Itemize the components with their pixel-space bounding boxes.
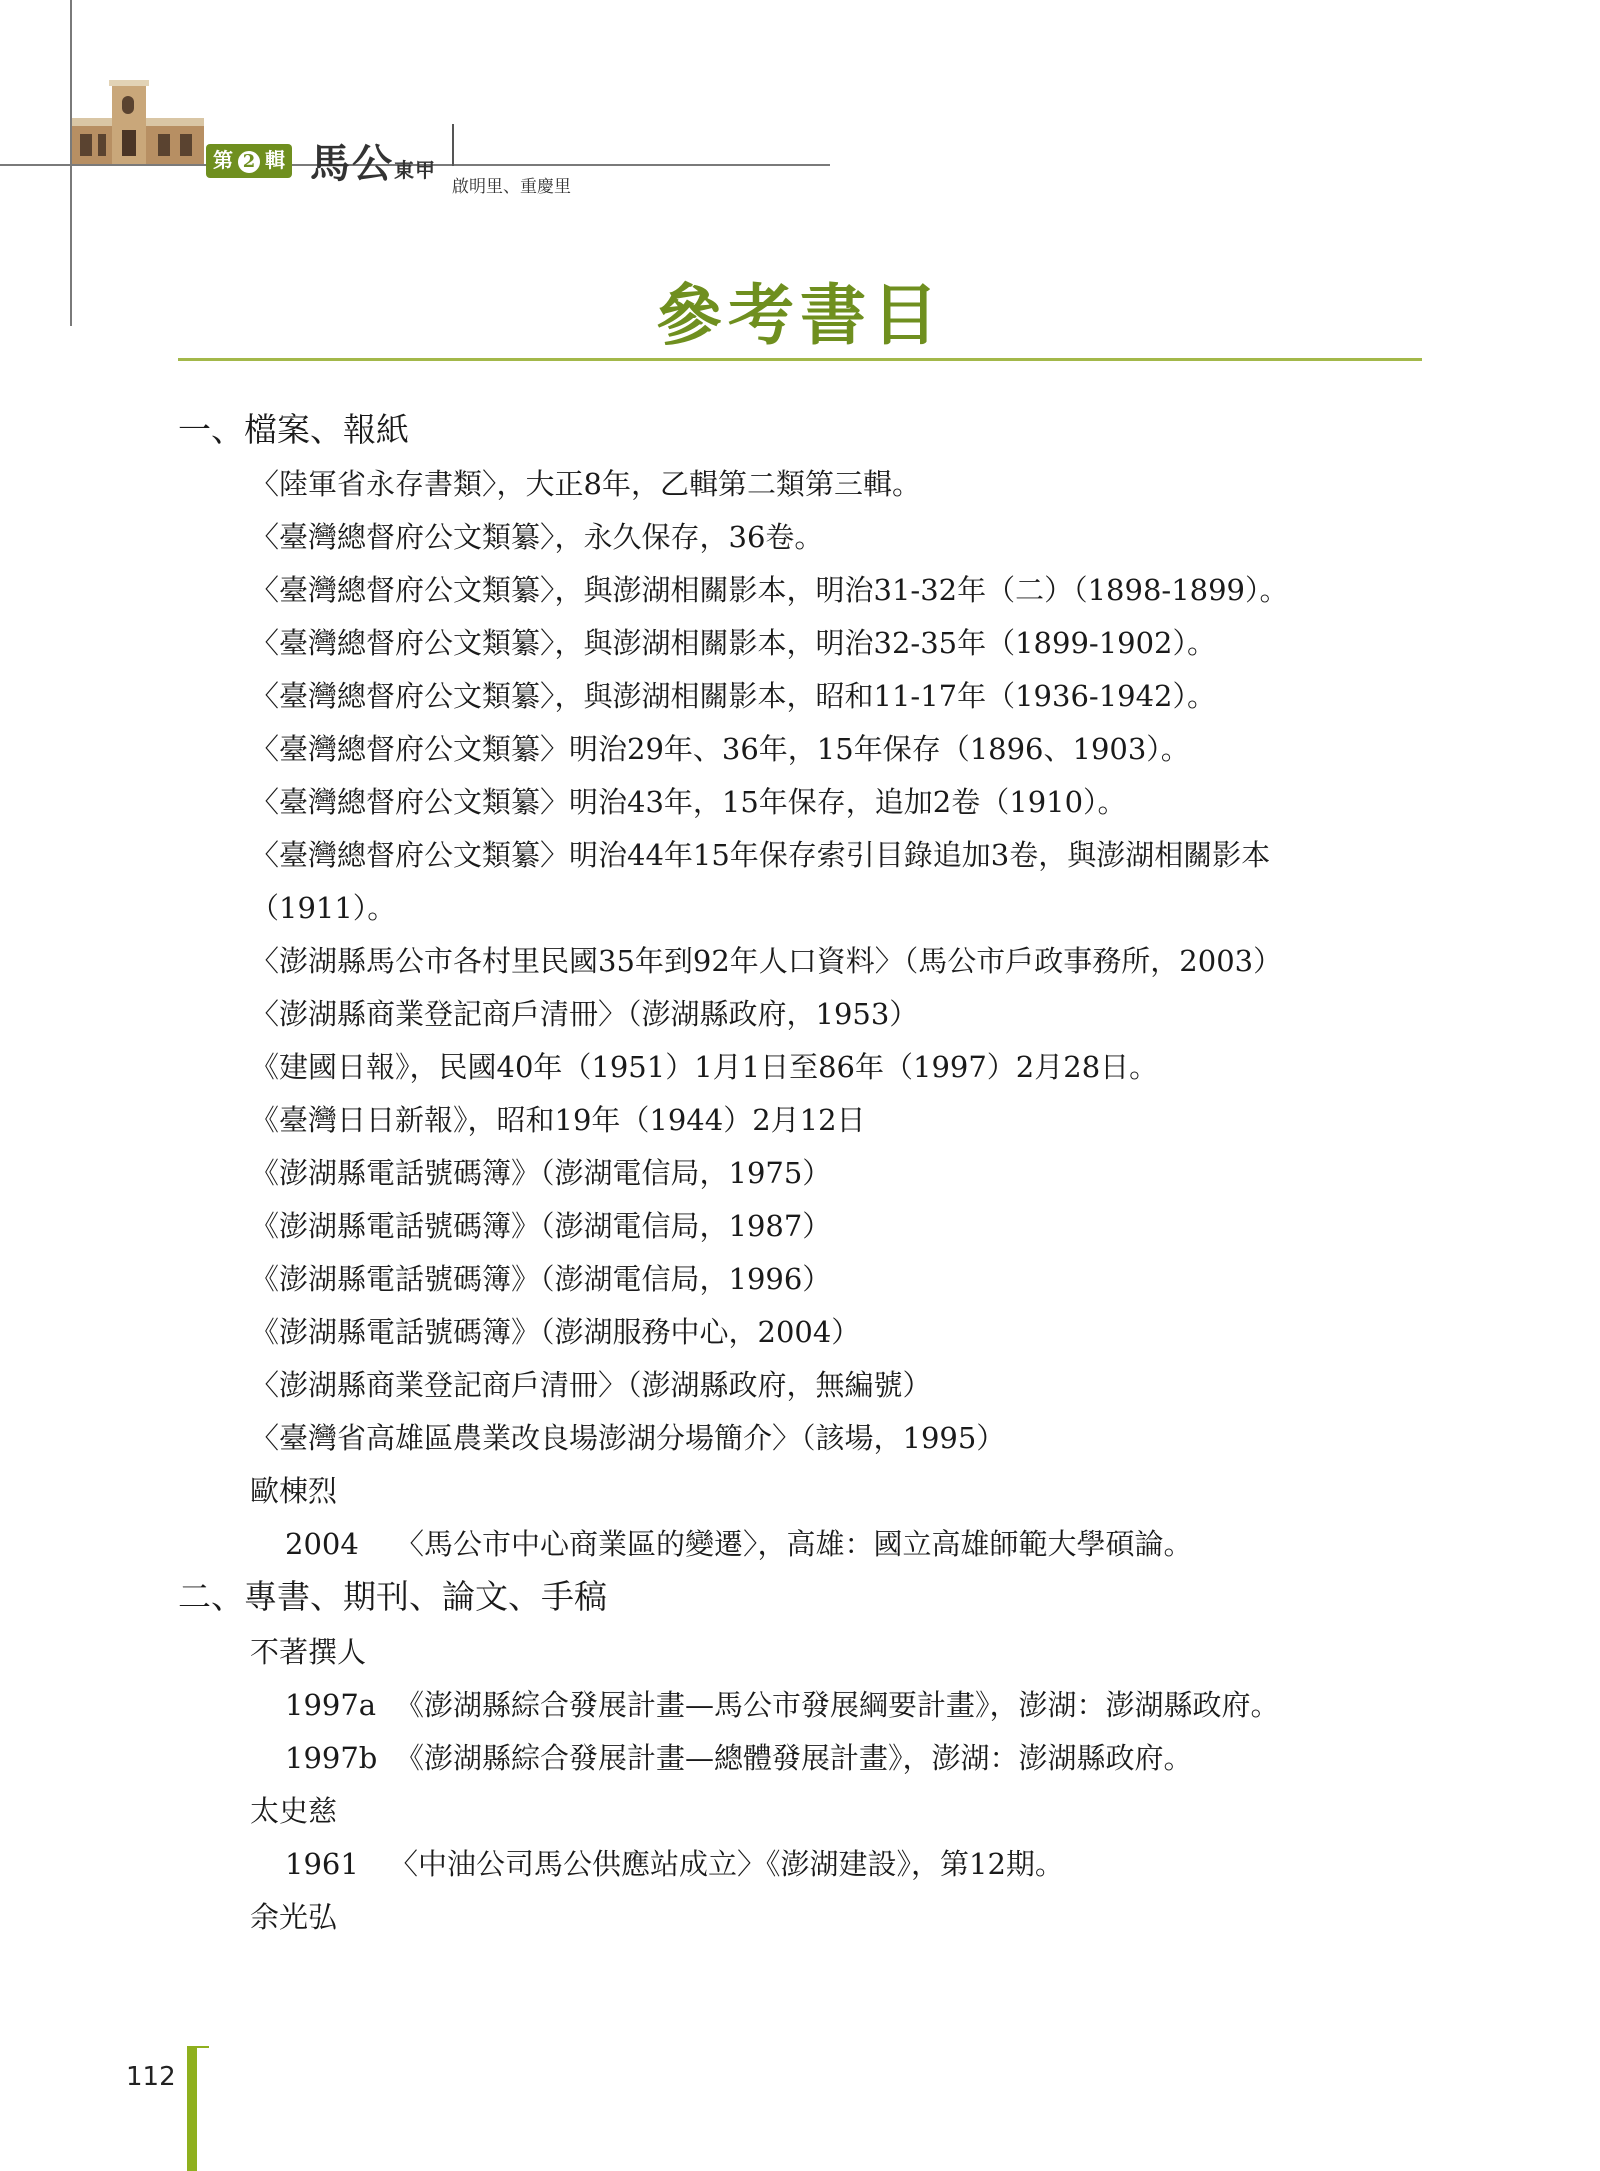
list-item: 〈臺灣總督府公文類纂〉明治43年，15年保存，追加2卷（1910）。 [250, 785, 1127, 819]
reference-text: 〈馬公市中心商業區的變遷〉，高雄：國立高雄師範大學碩論。 [395, 1527, 1193, 1561]
list-item: 《澎湖縣電話號碼簿》（澎湖電信局，1987） [250, 1209, 832, 1243]
page-title: 參考書目 [656, 276, 944, 354]
building-photo-icon [72, 78, 204, 164]
author-name: 不著撰人 [250, 1635, 367, 1669]
title-underline [178, 358, 1422, 361]
chapter-prefix: 第 [213, 147, 233, 172]
list-item: 〈臺灣總督府公文類纂〉，與澎湖相關影本，明治31-32年（二）（1898-1899）。 [250, 573, 1289, 607]
reference-year: 1997b [285, 1741, 378, 1775]
list-item: 《澎湖縣電話號碼簿》（澎湖服務中心，2004） [250, 1315, 861, 1349]
section-heading: 一、檔案、報紙 [178, 410, 409, 449]
reference-text: 〈中油公司馬公供應站成立〉《澎湖建設》，第12期。 [389, 1847, 1064, 1881]
reference-year: 1961 [285, 1847, 359, 1881]
list-item: 〈陸軍省永存書類〉，大正8年，乙輯第二類第三輯。 [250, 467, 921, 501]
header-subtitle: 啟明里、重慶里 [452, 177, 571, 197]
list-item: 〈澎湖縣商業登記商戶清冊〉（澎湖縣政府，1953） [250, 997, 919, 1031]
page-edge-bar [187, 2046, 197, 2171]
list-item: 〈臺灣總督府公文類纂〉，永久保存，36卷。 [250, 520, 824, 554]
author-reference [285, 1685, 1280, 1725]
list-item: 《澎湖縣電話號碼簿》（澎湖電信局，1996） [250, 1262, 832, 1296]
chapter-label [206, 132, 436, 189]
list-item: 〈臺灣總督府公文類纂〉明治44年15年保存索引目錄追加3卷，與澎湖相關影本 [250, 838, 1271, 872]
author-name: 歐棟烈 [250, 1474, 338, 1508]
author-name: 太史慈 [250, 1794, 338, 1828]
list-item: 《臺灣日日新報》，昭和19年（1944）2月12日 [250, 1103, 866, 1137]
author-name: 余光弘 [250, 1900, 338, 1934]
list-item: 〈澎湖縣馬公市各村里民國35年到92年人口資料〉（馬公市戶政事務所，2003） [250, 944, 1283, 978]
list-item: 《建國日報》，民國40年（1951）1月1日至86年（1997）2月28日。 [250, 1050, 1159, 1084]
reference-text: 《澎湖縣綜合發展計畫—馬公市發展綱要計畫》，澎湖：澎湖縣政府。 [395, 1688, 1280, 1722]
reference-year: 1997a [285, 1688, 377, 1722]
book-title-small: 東甲 [394, 158, 436, 182]
author-reference [285, 1738, 1193, 1778]
chapter-suffix: 輯 [265, 147, 285, 172]
reference-year: 2004 [285, 1527, 359, 1561]
book-title [310, 132, 436, 189]
list-item: 〈臺灣總督府公文類纂〉，與澎湖相關影本，昭和11-17年（1936-1942）。 [250, 679, 1217, 713]
header-title-divider [452, 124, 454, 166]
author-reference [285, 1844, 1064, 1884]
author-reference [285, 1524, 1193, 1564]
list-item: 《澎湖縣電話號碼簿》（澎湖電信局，1975） [250, 1156, 832, 1190]
list-item-continuation: （1911）。 [250, 891, 397, 925]
page-number: 112 [126, 2062, 176, 2092]
list-item: 〈澎湖縣商業登記商戶清冊〉（澎湖縣政府，無編號） [250, 1368, 932, 1402]
chapter-number: 2 [236, 149, 262, 175]
section-heading: 二、專書、期刊、論文、手稿 [178, 1577, 607, 1616]
chapter-badge [206, 144, 292, 178]
reference-text: 《澎湖縣綜合發展計畫—總體發展計畫》，澎湖：澎湖縣政府。 [395, 1741, 1193, 1775]
list-item: 〈臺灣總督府公文類纂〉，與澎湖相關影本，明治32-35年（1899-1902）。 [250, 626, 1217, 660]
book-title-main: 馬公 [310, 140, 394, 187]
list-item: 〈臺灣總督府公文類纂〉明治29年、36年，15年保存（1896、1903）。 [250, 732, 1190, 766]
list-item: 〈臺灣省高雄區農業改良場澎湖分場簡介〉（該場，1995） [250, 1421, 1006, 1455]
page-edge-tick [187, 2046, 209, 2048]
